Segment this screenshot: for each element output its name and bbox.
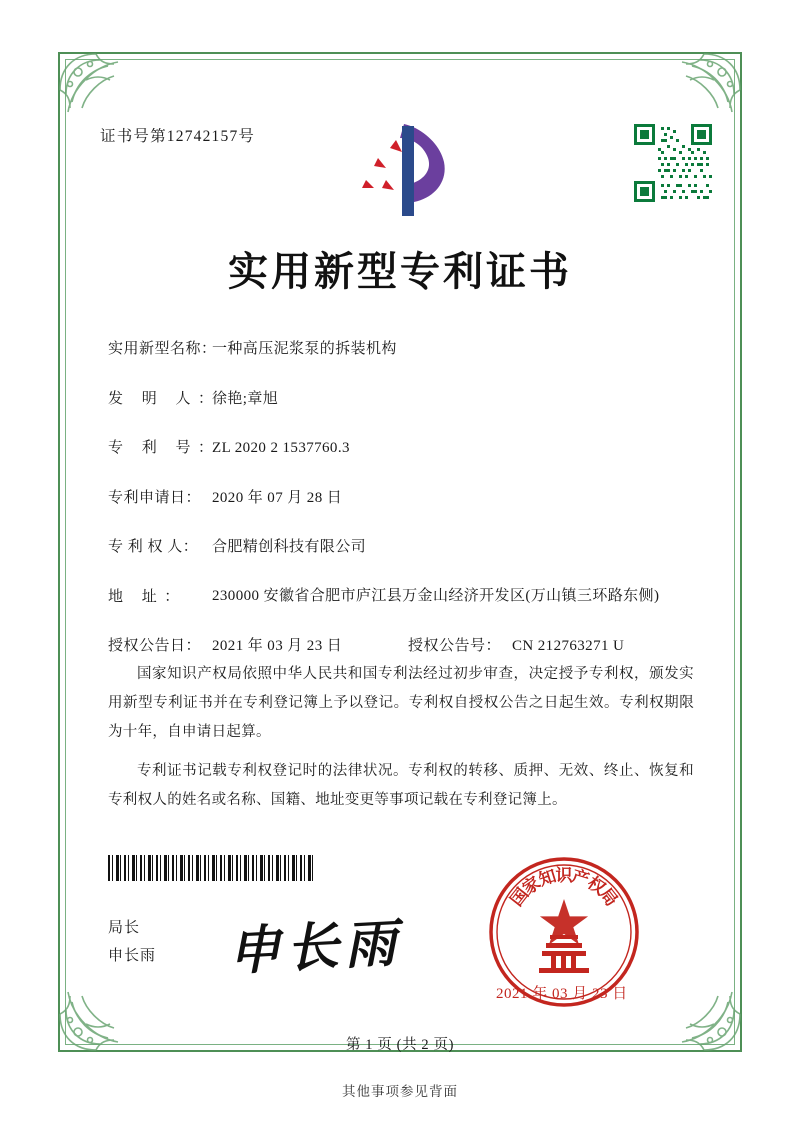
seal-date: 2021 年 03 月 23 日	[496, 986, 628, 1002]
field-label: 授权公告号：	[408, 638, 502, 654]
field-row-patentee	[108, 533, 692, 562]
field-label: 专 利 号：	[108, 440, 221, 456]
field-value: 一种高压泥浆泵的拆装机构	[212, 341, 397, 357]
field-label: 发 明 人：	[108, 390, 221, 407]
svg-text:产: 产	[569, 866, 592, 890]
grant-date-group	[108, 632, 408, 661]
field-label: 专 利 权 人：	[108, 539, 199, 555]
field-value: 230000 安徽省合肥市庐江县万金山经济开发区(万山镇三环路东侧)	[212, 587, 660, 604]
svg-text:知: 知	[536, 866, 559, 890]
signature-name-label: 申长雨	[108, 947, 157, 964]
field-row-inventor	[108, 385, 692, 414]
field-value: 合肥精创科技有限公司	[212, 539, 367, 555]
field-label: 实用新型名称：	[108, 341, 217, 357]
paragraph-registry-statement: 专利证书记载专利权登记时的法律状况。专利权的转移、质押、无效、终止、恢复和专利权人的姓名或名称、国籍、地址变更等事项记载在专利登记簿上。	[108, 763, 694, 808]
field-value: 2021 年 03 月 23 日	[212, 638, 343, 654]
svg-text:权: 权	[583, 873, 609, 899]
legal-text-body	[108, 660, 694, 825]
field-row-patent-number	[108, 434, 692, 463]
signature-block	[108, 915, 156, 971]
cnipa-logo-icon	[352, 118, 460, 222]
certificate-number: 证书号第12742157号	[100, 128, 256, 145]
svg-text:局: 局	[595, 884, 622, 910]
svg-text:识: 识	[555, 866, 573, 885]
handwritten-signature: 申长雨	[226, 912, 404, 983]
field-row-utility-model-name	[108, 335, 692, 364]
page-number: 第 1 页 (共 2 页)	[345, 1037, 455, 1053]
field-value: ZL 2020 2 1537760.3	[212, 440, 350, 456]
field-label: 专利申请日：	[108, 489, 202, 506]
field-value: 2020 年 07 月 28 日	[212, 489, 343, 506]
field-value: CN 212763271 U	[512, 638, 625, 654]
field-label: 授权公告日：	[108, 638, 202, 654]
field-row-grant-announcement	[108, 632, 692, 661]
svg-text:家: 家	[519, 873, 545, 899]
paragraph-grant-statement: 国家知识产权局依照中华人民共和国专利法经过初步审查，决定授予专利权，颁发实用新型专利证书并在专利登记簿上予以登记。专利权自授权公告之日起生效。专利权期限为十年，自申请日起算。	[108, 666, 694, 740]
field-value: 徐艳;章旭	[212, 390, 279, 407]
field-list	[108, 335, 692, 682]
field-row-address	[108, 583, 692, 612]
grant-number-group	[408, 632, 692, 661]
page-title: 实用新型专利证书	[228, 248, 572, 295]
footer-note: 其他事项参见背面	[342, 1084, 458, 1099]
qr-code-icon	[634, 124, 712, 202]
barcode-icon	[108, 855, 316, 881]
signature-role-label: 局长	[108, 920, 141, 936]
field-row-application-date	[108, 484, 692, 513]
field-label: 地 址：	[108, 588, 187, 605]
svg-text:国: 国	[506, 884, 533, 910]
